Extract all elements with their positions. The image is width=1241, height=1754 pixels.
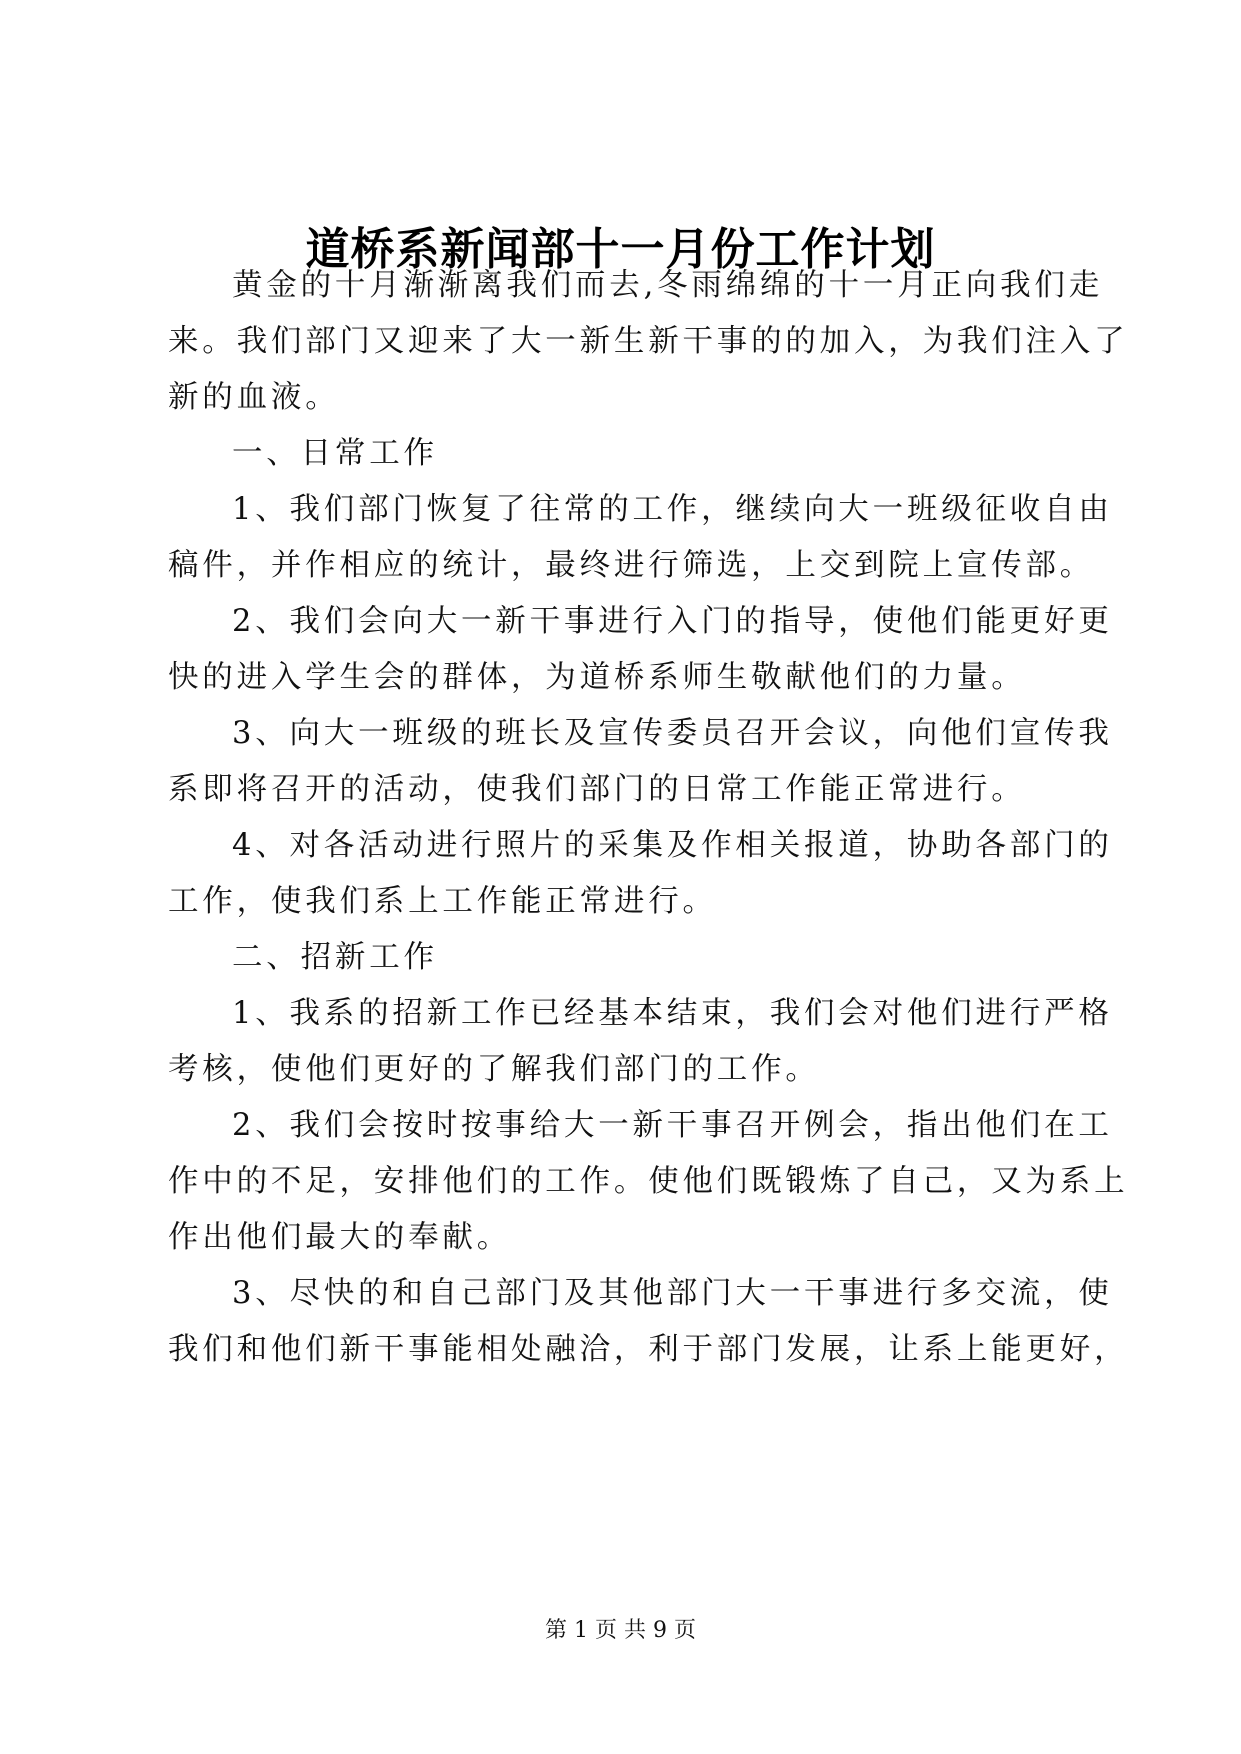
- body-line: 工作，使我们系上工作能正常进行。: [168, 884, 717, 919]
- body-line: 稿件，并作相应的统计，最终进行筛选，上交到院上宣传部。: [168, 548, 1095, 583]
- body-line: 1、我系的招新工作已经基本结束，我们会对他们进行严格: [232, 996, 1113, 1031]
- body-line: 作出他们最大的奉献。: [168, 1220, 511, 1255]
- body-line: 来。我们部门又迎来了大一新生新干事的的加入，为我们注入了: [168, 324, 1129, 359]
- body-line: 4、对各活动进行照片的采集及作相关报道，协助各部门的: [232, 828, 1113, 863]
- body-line: 2、我们会按时按事给大一新干事召开例会，指出他们在工: [232, 1108, 1113, 1143]
- body-line: 3、尽快的和自己部门及其他部门大一干事进行多交流，使: [232, 1276, 1113, 1311]
- document-title: 道桥系新闻部十一月份工作计划: [305, 224, 936, 275]
- section-heading: 一、日常工作: [232, 436, 438, 471]
- page-number-footer: 第 1 页 共 9 页: [545, 1618, 696, 1643]
- section-heading: 二、招新工作: [232, 940, 438, 975]
- body-line: 3、向大一班级的班长及宣传委员召开会议，向他们宣传我: [232, 716, 1113, 751]
- body-line: 新的血液。: [168, 380, 340, 415]
- body-line: 黄金的十月渐渐离我们而去,冬雨绵绵的十一月正向我们走: [232, 268, 1103, 303]
- body-line: 我们和他们新干事能相处融洽，利于部门发展，让系上能更好，: [168, 1332, 1129, 1367]
- body-line: 系即将召开的活动，使我们部门的日常工作能正常进行。: [168, 772, 1026, 807]
- body-line: 考核，使他们更好的了解我们部门的工作。: [168, 1052, 820, 1087]
- body-line: 1、我们部门恢复了往常的工作，继续向大一班级征收自由: [232, 492, 1113, 527]
- body-line: 2、我们会向大一新干事进行入门的指导，使他们能更好更: [232, 604, 1113, 639]
- body-line: 快的进入学生会的群体，为道桥系师生敬献他们的力量。: [168, 660, 1026, 695]
- body-line: 作中的不足，安排他们的工作。使他们既锻炼了自己，又为系上: [168, 1164, 1129, 1199]
